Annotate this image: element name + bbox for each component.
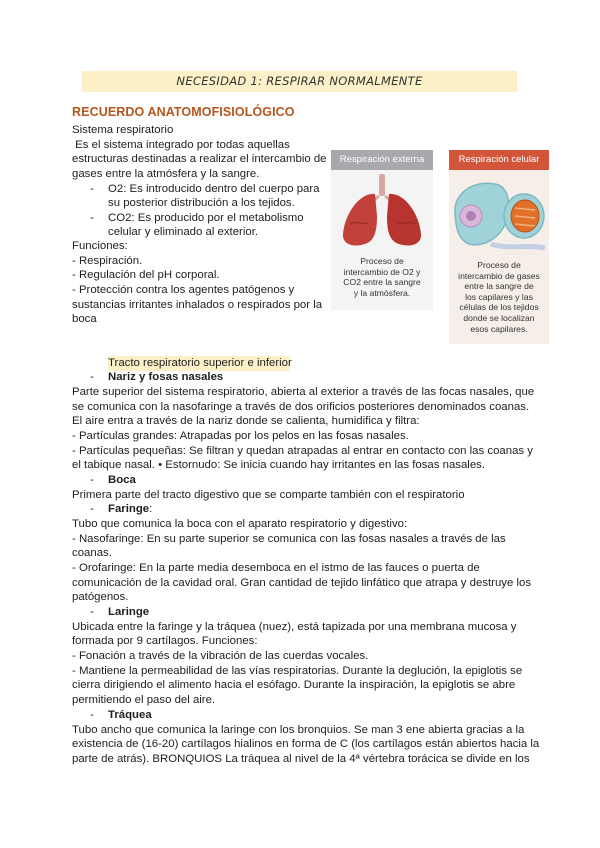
traquea-line: Tubo ancho que comunica la laringe con los bronquios. Se man 3 ene abierta gracias a la bbox=[72, 724, 525, 736]
section-dash: - bbox=[90, 606, 94, 618]
boca-heading: Boca bbox=[108, 474, 136, 486]
nariz-line: - Partículas grandes: Atrapadas por los pelos en las fosas nasales. bbox=[72, 430, 409, 442]
bullet-text: su posterior distribución a los tejidos. bbox=[108, 197, 295, 209]
intro-line: Es el sistema integrado por todas aquellas bbox=[72, 139, 290, 151]
faringe-colon: : bbox=[149, 503, 153, 515]
laringe-line: - Fonación a través de la vibración de las cuerdas vocales. bbox=[72, 650, 369, 662]
caption-line: células de los tejidos bbox=[459, 302, 539, 313]
nariz-line: - Partículas pequeñas: Se filtran y quedan atrapadas al entrar en contacto con las coanas y bbox=[72, 445, 533, 457]
faringe-line: patógenos. bbox=[72, 591, 129, 603]
section-dash: - bbox=[90, 474, 94, 486]
faringe-line: - Orofaringe: En la parte media desemboca en el istmo de las fauces o puerta de bbox=[72, 562, 480, 574]
caption-line: Proceso de bbox=[360, 256, 404, 266]
faringe-title: Faringe bbox=[108, 503, 150, 515]
nariz-heading: Nariz y fosas nasales bbox=[108, 371, 224, 383]
caption-line: intercambio de gases bbox=[458, 270, 540, 281]
caption-line: donde se localizan bbox=[463, 312, 535, 323]
traquea-line: parte de atrás). BRONQUIOS La tráquea al nivel de la 4ª vértebra torácica se divide en los bbox=[72, 753, 530, 765]
laringe-line: permitiendo el paso del aire. bbox=[72, 694, 216, 706]
laringe-line: Ubicada entre la faringe y la tráquea (nuez), está tapizada por una membrana mucosa y bbox=[72, 621, 517, 633]
intro-line: estructuras destinadas a realizar el intercambio de bbox=[72, 153, 327, 165]
external-respiration-header: Respiración externa bbox=[331, 150, 433, 170]
nariz-line: el tabique nasal. • Estornudo: Se inicia cuando hay irritantes en las fosas nasales. bbox=[72, 459, 486, 471]
section-heading: RECUERDO ANATOMOFISIOLÓGICO bbox=[72, 105, 295, 119]
nariz-line: Parte superior del sistema respiratorio, abierta al exterior a través de las focas nasales, que bbox=[72, 386, 535, 398]
nariz-line: El aire entra a través de la nariz donde se calienta, humidifica y filtra: bbox=[72, 415, 420, 427]
traquea-heading: Tráquea bbox=[108, 709, 152, 721]
respiration-figure bbox=[331, 150, 549, 344]
laringe-line: - Mantiene la permeabilidad de las vías respiratorias. Durante la deglución, la epiglotis se bbox=[72, 665, 523, 677]
section-dash: - bbox=[90, 371, 94, 383]
tracto-heading: Tracto respiratorio superior e inferior bbox=[108, 357, 292, 369]
caption-line: y la atmósfera. bbox=[353, 287, 411, 298]
caption-line: esos capilares. bbox=[470, 323, 528, 334]
cellular-respiration-header: Respiración celular bbox=[449, 150, 549, 170]
caption-line: los capilares y las bbox=[465, 291, 533, 302]
bullet-text: CO2: Es producido por el metabolismo bbox=[108, 212, 304, 224]
caption-line: entre la sangre de bbox=[464, 281, 534, 292]
function-item: sustancias irritantes inhalados o respirados por la bbox=[72, 299, 323, 311]
cellular-caption bbox=[449, 260, 549, 334]
caption-line: intercambio de O2 y bbox=[343, 266, 421, 277]
faringe-line: coanas. bbox=[72, 547, 112, 559]
traquea-line: existencia de (16-20) cartílagos hialinos en forma de C (los cartílagos están abiertos hacia la bbox=[72, 738, 540, 750]
boca-line: Primera parte del tracto digestivo que se comparte también con el respiratorio bbox=[72, 489, 465, 501]
function-item: - Protección contra los agentes patógenos y bbox=[72, 284, 295, 296]
faringe-line: - Nasofaringe: En su parte superior se comunica con las fosas nasales a través de las bbox=[72, 533, 506, 545]
bullet-dash: - bbox=[90, 212, 94, 224]
section-dash: - bbox=[90, 709, 94, 721]
laringe-line: cierra dirigiendo el alimento hacia el esófago. Durante la inspiración, la epiglotis se abre bbox=[72, 679, 516, 691]
external-caption bbox=[331, 256, 433, 298]
cell-icon bbox=[449, 174, 549, 260]
function-item: boca bbox=[72, 313, 97, 325]
function-item: - Respiración. bbox=[72, 255, 143, 267]
function-item: - Regulación del pH corporal. bbox=[72, 269, 220, 281]
page-title: NECESIDAD 1: RESPIRAR NORMALMENTE bbox=[176, 74, 423, 88]
bullet-dash: - bbox=[90, 183, 94, 195]
nariz-line: se comunica con la nasofaringe a través de dos orificios posteriores denominados coanas. bbox=[72, 401, 530, 413]
bullet-text: celular y eliminado al exterior. bbox=[108, 226, 259, 238]
intro-line: Sistema respiratorio bbox=[72, 124, 174, 136]
faringe-line: comunicación de la cavidad oral. Gran cantidad de tejido linfático que atrapa y destruye los bbox=[72, 577, 532, 589]
bullet-text: O2: Es introducido dentro del cuerpo para bbox=[108, 183, 320, 195]
caption-line: CO2 entre la sangre bbox=[343, 277, 421, 288]
faringe-heading bbox=[108, 502, 152, 517]
faringe-line: Tubo que comunica la boca con el aparato respiratorio y digestivo: bbox=[72, 518, 408, 530]
laringe-line: formada por 9 cartílagos. Funciones: bbox=[72, 635, 258, 647]
laringe-heading: Laringe bbox=[108, 606, 150, 618]
section-dash: - bbox=[90, 503, 94, 515]
title-bar bbox=[82, 71, 517, 92]
intro-line: gases entre la atmósfera y la sangre. bbox=[72, 168, 260, 180]
functions-label: Funciones: bbox=[72, 240, 128, 252]
lungs-icon bbox=[331, 172, 433, 252]
caption-line: Proceso de bbox=[477, 260, 521, 270]
